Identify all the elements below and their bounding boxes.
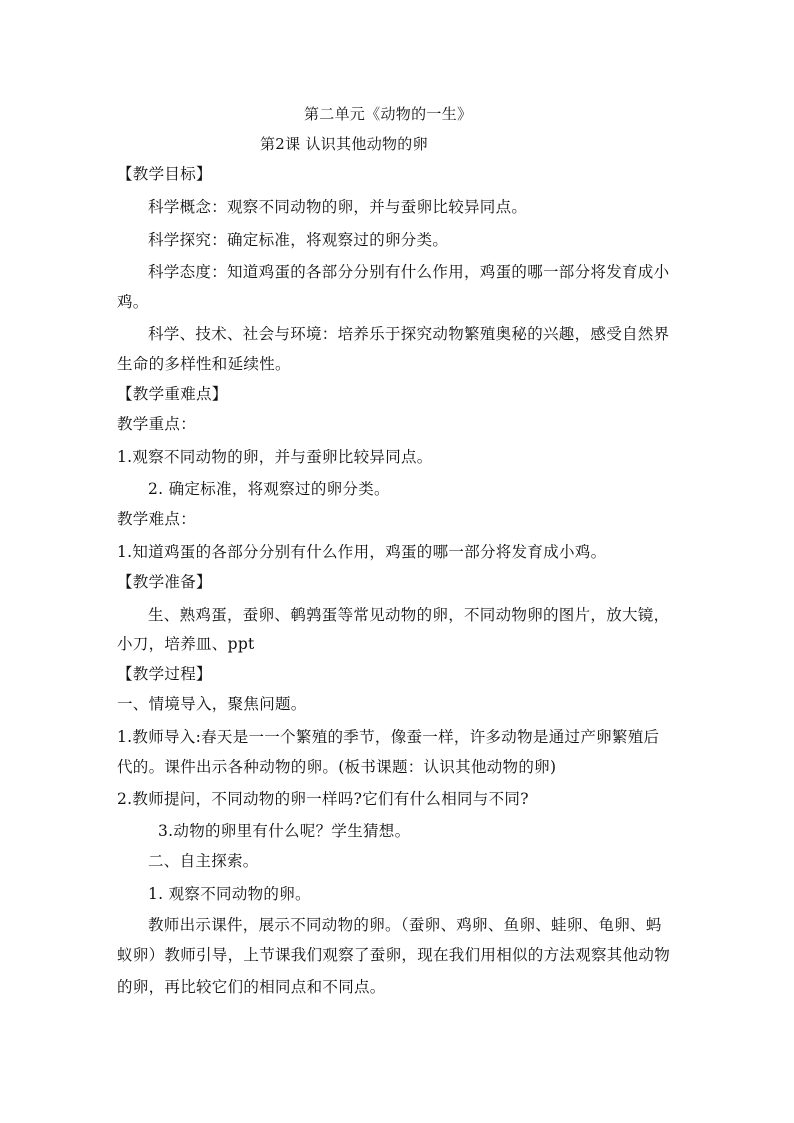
key-point-item: 2. 确定标准，将观察过的卵分类。: [148, 480, 390, 498]
process-step: 二、自主探索。: [148, 852, 259, 870]
process-step: 3.动物的卵里有什么呢？学生猜想。: [158, 822, 411, 840]
objective-science-concept: 科学概念：观察不同动物的卵，并与蚕卵比较异同点。: [148, 198, 528, 216]
objective-stse-line-1: 科学、技术、社会与环境：培养乐于探究动物繁殖奥秘的兴趣，感受自然界: [148, 325, 670, 343]
objective-science-attitude-line-2: 鸡。: [117, 293, 149, 311]
process-step: 2.教师提问，不同动物的卵一样吗?它们有什么相同与不同?: [117, 790, 529, 808]
key-points-label: 教学重点：: [117, 415, 197, 433]
process-step: 1.教师导入:春天是一一个繁殖的季节，像蚕一样，许多动物是通过产卵繁殖后: [117, 728, 660, 746]
objective-science-attitude-line-1: 科学态度：知道鸡蛋的各部分分别有什么作用，鸡蛋的哪一部分将发育成小: [148, 263, 670, 281]
key-points-heading: 【教学重难点】: [117, 385, 228, 403]
difficult-point-item: 1.知道鸡蛋的各部分分别有什么作用，鸡蛋的哪一部分将发育成小鸡。: [117, 543, 607, 561]
process-step: 1. 观察不同动物的卵。: [148, 885, 311, 903]
process-heading: 【教学过程】: [117, 665, 212, 683]
difficult-points-label: 教学难点：: [117, 510, 197, 528]
unit-title: 第二单元《动物的一生》: [304, 105, 473, 123]
process-step-continuation: 的卵，再比较它们的相同点和不同点。: [117, 978, 386, 996]
process-step-continuation: 代的。课件出示各种动物的卵。(板书课题：认识其他动物的卵): [117, 758, 557, 776]
objective-science-inquiry: 科学探究：确定标准，将观察过的卵分类。: [148, 231, 449, 249]
preparation-heading: 【教学准备】: [117, 573, 212, 591]
preparation-line-1: 生、熟鸡蛋，蚕卵、鹌鹑蛋等常见动物的卵，不同动物卵的图片，放大镜，: [148, 606, 670, 624]
process-step: 一、情境导入，聚焦问题。: [117, 695, 307, 713]
process-step-continuation: 蚁卵）教师引导，上节课我们观察了蚕卵，现在我们用相似的方法观察其他动物: [117, 946, 671, 964]
preparation-line-2: 小刀，培养皿、ppt: [117, 635, 255, 653]
process-step: 教师出示课件，展示不同动物的卵。（蚕卵、鸡卵、鱼卵、蛙卵、龟卵、蚂: [148, 916, 662, 934]
key-point-item: 1.观察不同动物的卵，并与蚕卵比较异同点。: [117, 448, 433, 466]
objective-stse-line-2: 生命的多样性和延续性。: [117, 355, 291, 373]
objectives-heading: 【教学目标】: [117, 165, 212, 183]
lesson-title: 第2课 认识其他动物的卵: [260, 135, 428, 153]
